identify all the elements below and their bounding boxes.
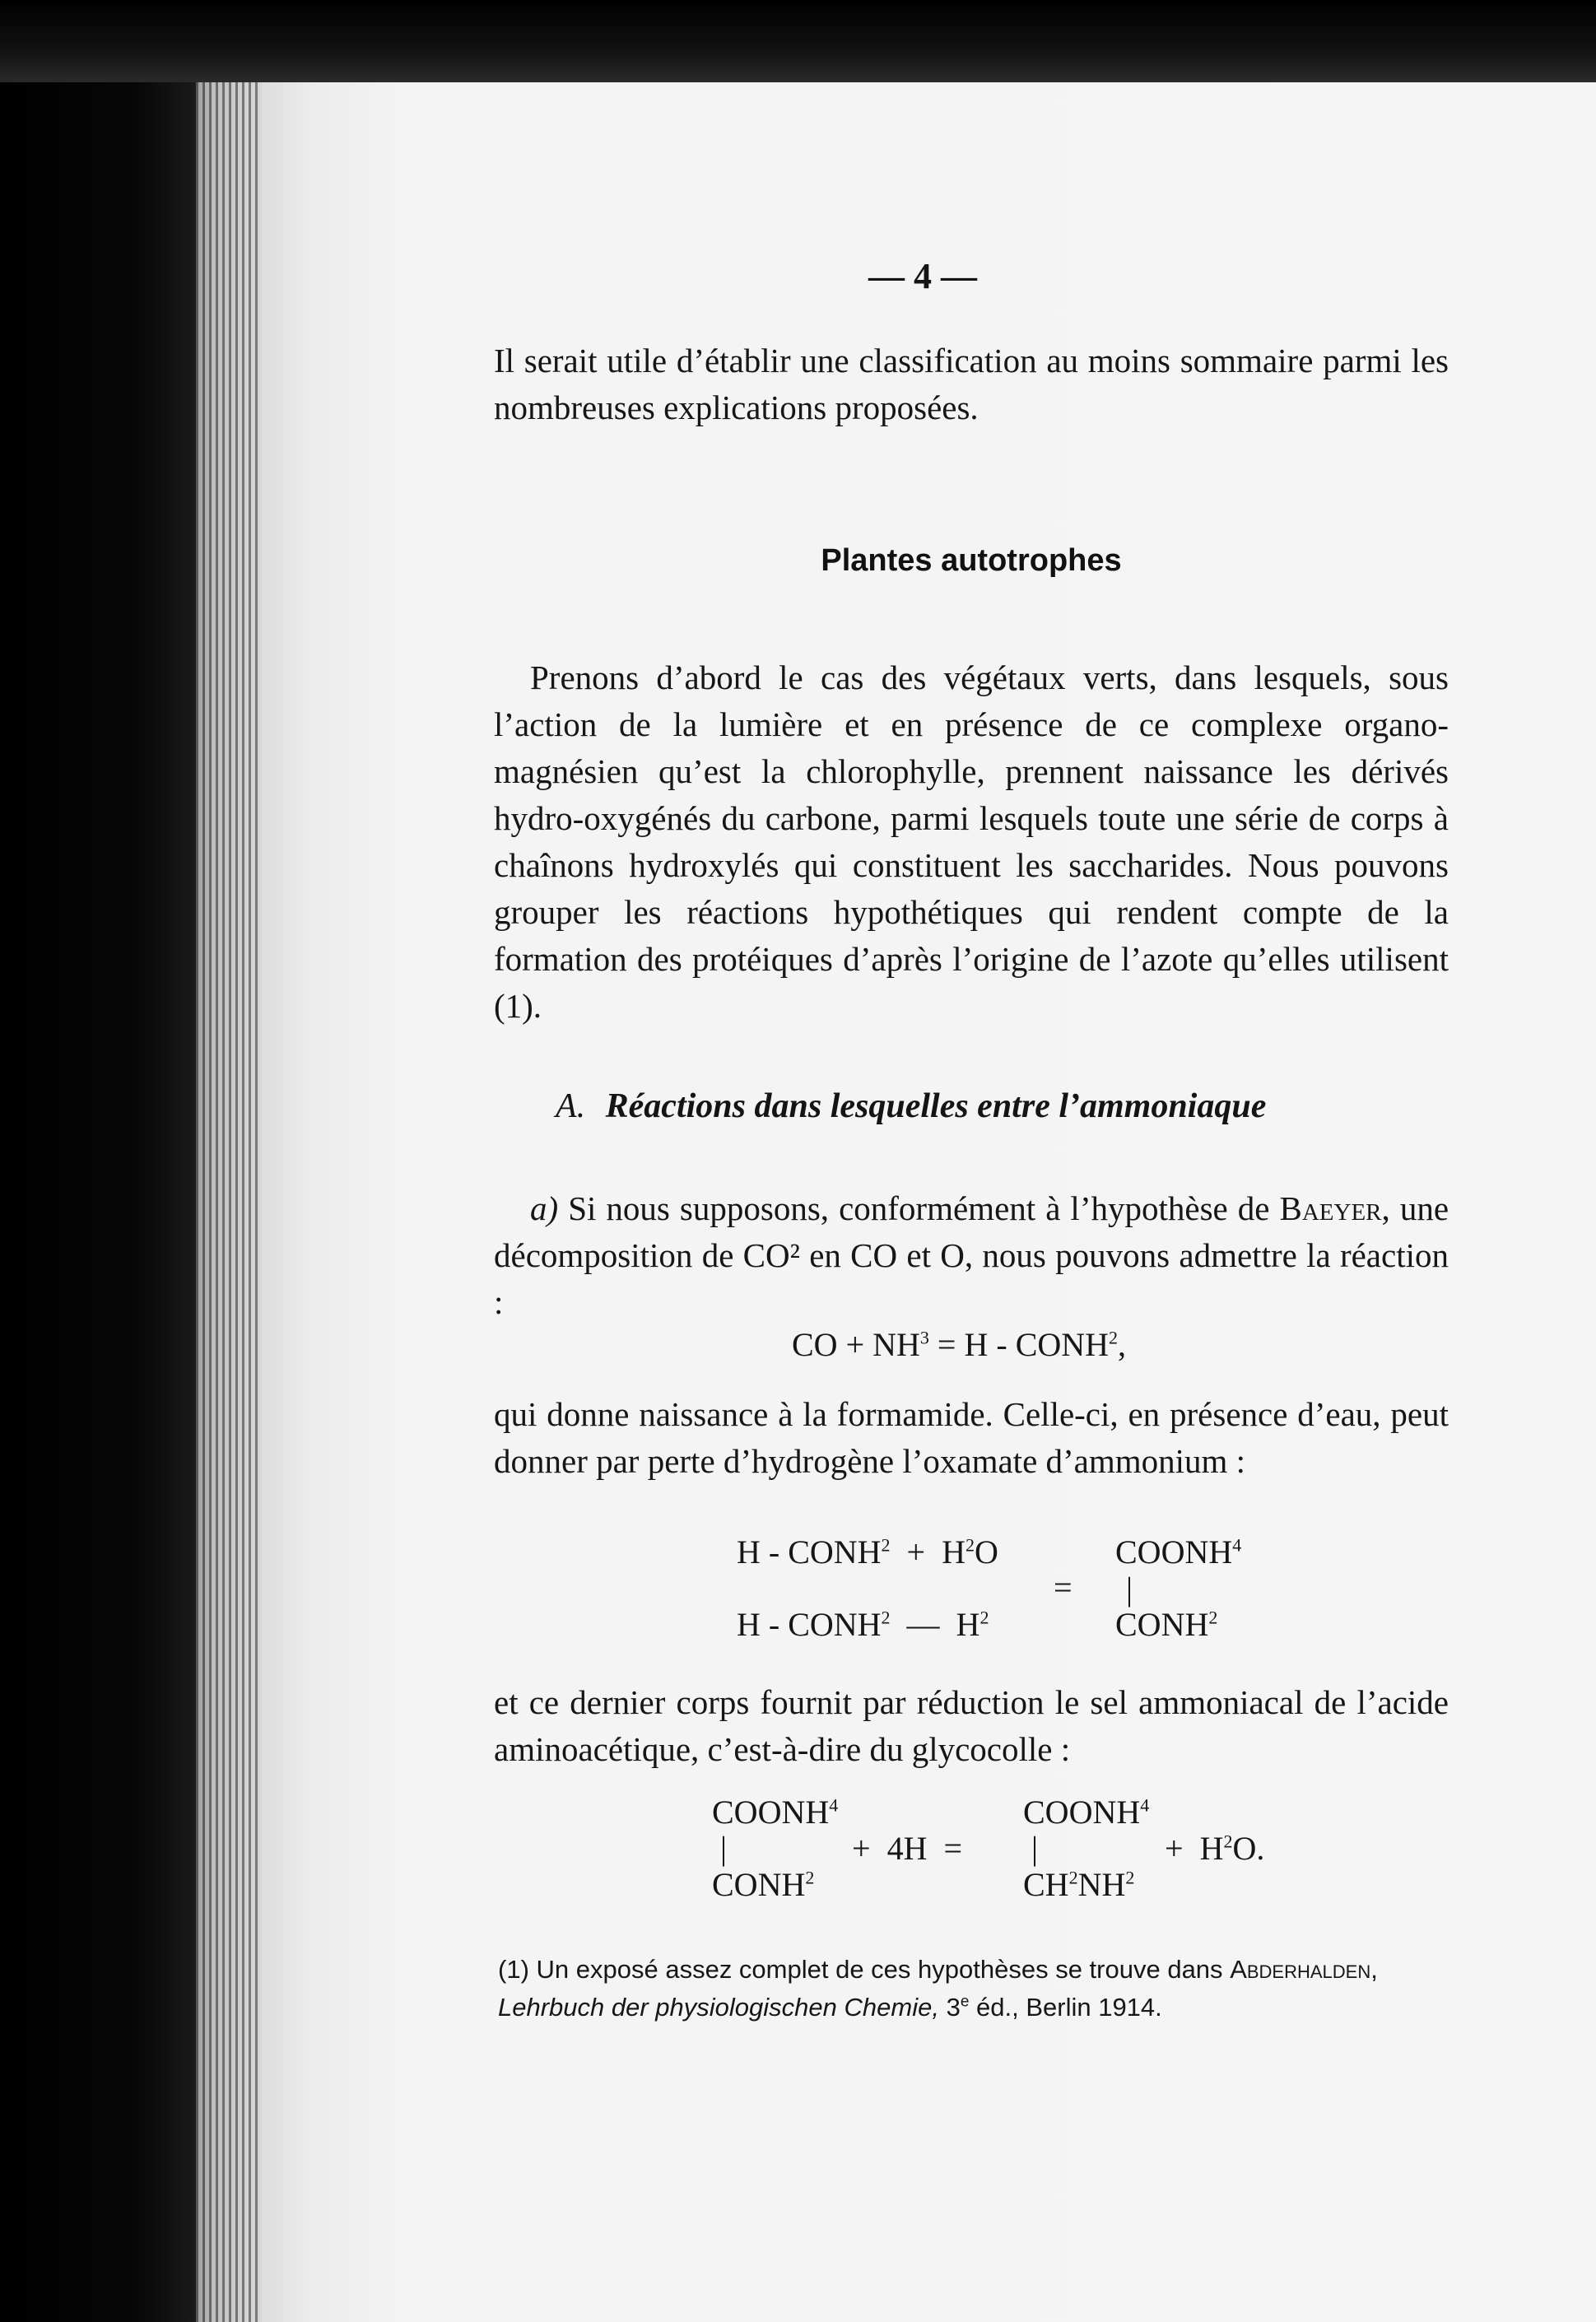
scan-top-edge	[0, 0, 1596, 82]
eq3-water-o: O.	[1232, 1830, 1265, 1867]
footnote-book: Lehrbuch der physiologischen Chemie,	[498, 1993, 939, 2022]
eq2-bond: |	[1126, 1570, 1133, 1608]
eq3-equals: =	[943, 1830, 963, 1867]
subsection-heading	[556, 1087, 1461, 1126]
eq3-r-coonh-sup: 4	[1140, 1794, 1150, 1816]
eq3-plus: +	[852, 1830, 871, 1867]
equation-formamide	[792, 1325, 1126, 1364]
eq2-l1-water-sup: 2	[966, 1534, 975, 1556]
eq3-l-conh-sup: 2	[805, 1867, 815, 1888]
eq3-left-bond: |	[720, 1830, 728, 1867]
eq3-middle	[852, 1829, 962, 1868]
eq1-co: CO	[792, 1326, 838, 1363]
eq2-r2-sup: 2	[1208, 1607, 1218, 1628]
eq3-water	[1165, 1829, 1264, 1868]
eq2-l2-hydrogen: H	[956, 1606, 980, 1643]
eq2-l1-formamide-sup: 2	[881, 1534, 891, 1556]
eq2-r1-sup: 4	[1232, 1534, 1242, 1556]
eq3-r-coonh: COONH	[1023, 1794, 1141, 1831]
eq1-plus: +	[845, 1326, 865, 1363]
eq3-r-ch-sup: 2	[1068, 1867, 1078, 1888]
eq3-plus-2: +	[1165, 1830, 1184, 1867]
eq3-r-ch: CH	[1023, 1866, 1069, 1903]
eq2-l1-formamide: H - CONH	[737, 1533, 882, 1570]
paragraph-a	[494, 1185, 1449, 1326]
eq2-l2-formamide-sup: 2	[881, 1607, 891, 1628]
paragraph-c	[494, 1679, 1449, 1773]
eq3-l-coonh: COONH	[712, 1794, 830, 1831]
page-number: — 4 —	[868, 256, 977, 296]
eq1-comma: ,	[1118, 1326, 1127, 1363]
eq3-right-top	[1023, 1793, 1149, 1831]
eq3-water-h: H	[1199, 1830, 1224, 1867]
eq1-nh-sup: 3	[919, 1327, 929, 1348]
page-spine-shadow	[196, 82, 262, 2322]
eq2-l1-water-o: O	[975, 1533, 998, 1570]
intro-text: Il serait utile d’établir une classification au moins sommaire parmi les nombreuses explications proposées.	[494, 342, 1449, 426]
footnote-text: Un exposé assez complet de ces hypothèses se trouve dans	[536, 1955, 1223, 1984]
main-paragraph	[494, 654, 1449, 1030]
eq3-hydrogen: 4H	[886, 1830, 928, 1867]
subsection-title: Réactions dans lesquelles entre l’ammoniaque	[605, 1087, 1267, 1125]
eq2-equals: =	[1054, 1569, 1073, 1606]
eq3-l-conh: CONH	[712, 1866, 806, 1903]
eq2-r1	[1115, 1533, 1241, 1571]
paragraph-a-marker: a)	[530, 1189, 559, 1227]
eq3-left-top	[712, 1793, 838, 1831]
section-heading: Plantes autotrophes	[821, 543, 1122, 578]
eq1-formamide-sup: 2	[1109, 1327, 1119, 1348]
scan-dark-margin	[0, 0, 196, 2322]
author-baeyer: Baeyer	[1279, 1189, 1382, 1227]
eq2-l1-water: H	[942, 1533, 966, 1570]
eq2-r1-coonh: COONH	[1115, 1533, 1233, 1570]
eq2-r2	[1115, 1605, 1217, 1644]
eq3-right-bottom	[1023, 1865, 1134, 1904]
paragraph-b	[494, 1391, 1449, 1485]
footnote	[498, 1951, 1486, 2027]
footnote-marker: (1)	[498, 1955, 529, 1984]
footnote-author: Abderhalden,	[1230, 1955, 1378, 1984]
eq2-line1	[737, 1533, 998, 1571]
eq3-water-sup: 2	[1223, 1831, 1233, 1852]
intro-paragraph	[494, 337, 1449, 431]
eq2-line2	[737, 1605, 989, 1644]
eq3-r-nh-sup: 2	[1125, 1867, 1135, 1888]
eq3-left-bottom	[712, 1865, 814, 1904]
paragraph-a-after: , une décomposition de CO² en CO et O, nous pouvons admettre la réaction :	[494, 1189, 1449, 1321]
main-paragraph-text: Prenons d’abord le cas des végétaux verts, dans lesquels, sous l’action de la lumière et en présence de ce complexe organo-magnésien qu’est la chlorophylle, prennent naissance les dérivés hydro-oxygénés du carbone, parmi lesquels toute une série de corps à chaînons hydroxylés qui constituent les saccharides. Nous pouvons grouper les réactions hypothétiques qui rendent compte de la formation des protéiques d’après l’origine de l’azote qu’elles utilisent (1).	[494, 658, 1449, 1025]
footnote-rest: éd., Berlin 1914.	[976, 1993, 1162, 2022]
eq3-right-bond: |	[1031, 1830, 1039, 1867]
eq2-r2-conh: CONH	[1115, 1606, 1209, 1643]
eq3-r-nh: NH	[1077, 1866, 1126, 1903]
eq1-formamide: H - CONH	[964, 1326, 1110, 1363]
eq2-l2-minus: —	[906, 1606, 940, 1643]
eq2-l2-formamide: H - CONH	[737, 1606, 882, 1643]
eq2-l1-plus: +	[906, 1533, 926, 1570]
eq1-equals: =	[937, 1326, 956, 1363]
paragraph-a-text	[494, 1185, 1449, 1326]
eq1-nh: NH	[872, 1326, 920, 1363]
eq3-l-coonh-sup: 4	[829, 1794, 839, 1816]
footnote-edition-num: 3	[946, 1993, 961, 2022]
paragraph-a-before: Si nous supposons, conformément à l’hypothèse de	[568, 1189, 1270, 1227]
footnote-edition-sup: e	[960, 1993, 970, 2011]
subsection-letter: A.	[556, 1087, 586, 1125]
eq2-l2-hydrogen-sup: 2	[979, 1607, 989, 1628]
paragraph-b-text: qui donne naissance à la formamide. Celle-ci, en présence d’eau, peut donner par perte d’hydrogène l’oxamate d’ammonium :	[494, 1395, 1449, 1480]
paragraph-c-text: et ce dernier corps fournit par réduction le sel ammoniacal de l’acide aminoacétique, c’est-à-dire du glycocolle :	[494, 1683, 1449, 1768]
